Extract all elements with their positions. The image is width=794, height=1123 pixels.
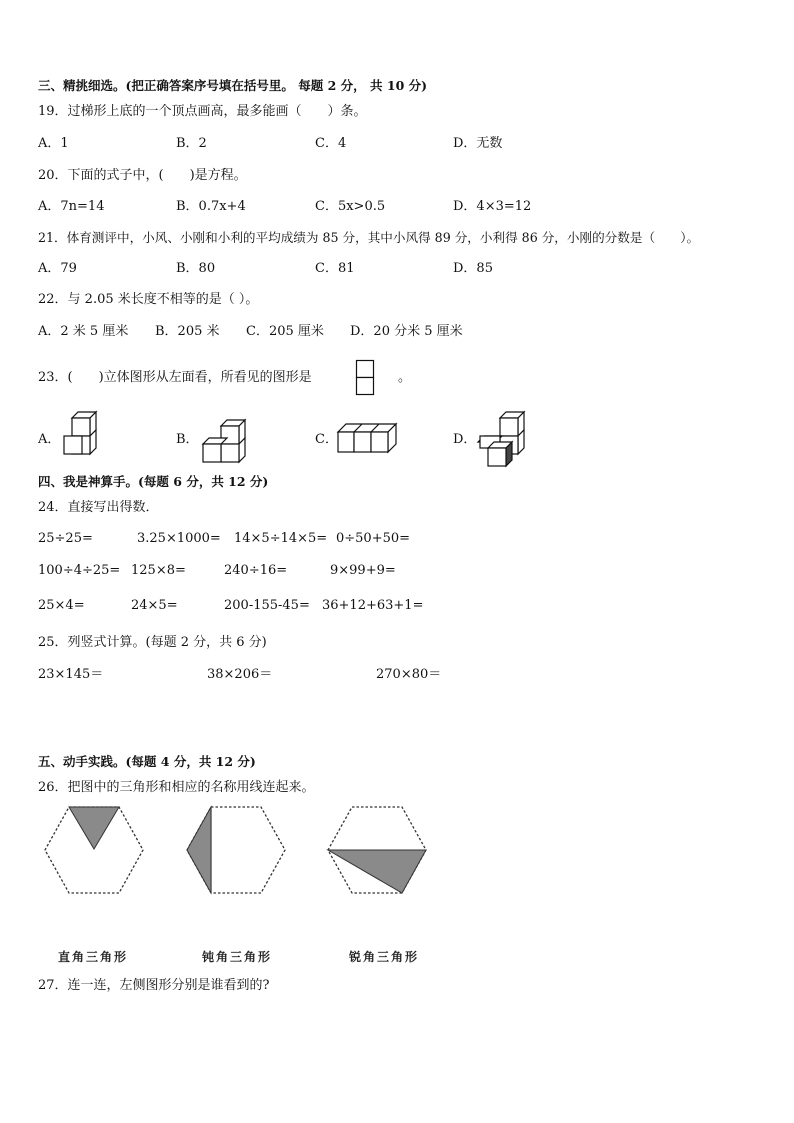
q22-option-a: A．2 米 5 厘米 <box>38 324 129 339</box>
q24-item: 24×5= <box>131 598 178 613</box>
q24-item: 0÷50+50= <box>336 531 411 546</box>
q23-option-a: A． <box>38 432 61 447</box>
cube-figure-c <box>338 424 398 454</box>
q25-item: 270×80＝ <box>376 667 442 682</box>
q23-stem-end: 。 <box>398 370 412 385</box>
q19-option-d: D．无数 <box>453 136 503 151</box>
label-acute-triangle: 锐角三角形 <box>349 950 420 964</box>
q22-option-c: C．205 厘米 <box>246 324 324 339</box>
q24-item: 14×5÷14×5= <box>234 531 328 546</box>
q26-stem: 26．把图中的三角形和相应的名称用线连起来。 <box>38 780 315 795</box>
left-view-figure <box>356 360 374 396</box>
q24-item: 125×8= <box>131 563 186 578</box>
q23-option-c: C． <box>315 432 338 447</box>
q19-option-a: A．1 <box>38 136 69 151</box>
hexagon-figure-2 <box>186 806 288 894</box>
q21-stem: 21．体育测评中，小风、小刚和小利的平均成绩为 85 分，其中小风得 89 分，小利得 86 分，小刚的分数是（ ）。 <box>38 230 700 245</box>
q22-stem: 22．与 2.05 米长度不相等的是（ ）。 <box>38 292 259 307</box>
q24-item: 36+12+63+1= <box>322 598 424 613</box>
q24-item: 25×4= <box>38 598 85 613</box>
shaded-triangle-2 <box>187 807 211 893</box>
q20-option-d: D．4×3=12 <box>453 199 532 214</box>
q25-item: 23×145＝ <box>38 667 104 682</box>
q24-item: 100÷4÷25= <box>38 563 121 578</box>
left-view-square-bottom <box>357 378 374 395</box>
q25-item: 38×206＝ <box>207 667 273 682</box>
section-4-title: 四、我是神算手。(每题 6 分，共 12 分) <box>38 474 269 489</box>
q19-stem: 19．过梯形上底的一个顶点画高，最多能画（ ）条。 <box>38 104 367 119</box>
q27-stem: 27．连一连，左侧图形分别是谁看到的? <box>38 978 270 993</box>
cube-figure-d <box>478 412 526 466</box>
q24-item: 3.25×1000= <box>137 531 221 546</box>
q20-option-c: C．5x>0.5 <box>315 199 386 214</box>
q21-option-d: D．85 <box>453 261 493 276</box>
q22-option-d: D．20 分米 5 厘米 <box>350 324 463 339</box>
q24-item: 9×99+9= <box>330 563 396 578</box>
section-3-title: 三、精挑细选。(把正确答案序号填在括号里。 每题 2 分， 共 10 分) <box>38 78 428 93</box>
q24-item: 240÷16= <box>224 563 288 578</box>
hexagon-figure-1 <box>44 806 146 894</box>
q24-item: 200-155-45= <box>224 598 310 613</box>
q24-stem: 24．直接写出得数． <box>38 500 159 515</box>
q22-option-b: B．205 米 <box>155 324 220 339</box>
q19-option-b: B．2 <box>176 136 207 151</box>
q20-option-a: A．7n=14 <box>38 199 105 214</box>
q23-stem: 23．( )立体图形从左面看，所看见的图形是 <box>38 370 312 385</box>
q20-option-b: B．0.7x+4 <box>176 199 246 214</box>
q19-option-c: C．4 <box>315 136 347 151</box>
q21-option-c: C．81 <box>315 261 355 276</box>
label-right-triangle: 直角三角形 <box>58 950 129 964</box>
q24-item: 25÷25= <box>38 531 93 546</box>
q23-option-d: D． <box>453 432 477 447</box>
section-5-title: 五、动手实践。(每题 4 分，共 12 分) <box>38 754 256 769</box>
hexagon-figure-3 <box>327 806 429 894</box>
q21-option-a: A．79 <box>38 261 77 276</box>
left-view-square-top <box>357 361 374 378</box>
cube-figure-b <box>203 420 249 462</box>
cube-figure-a <box>64 412 104 456</box>
q20-stem: 20．下面的式子中，( )是方程。 <box>38 168 247 183</box>
label-obtuse-triangle: 钝角三角形 <box>202 950 273 964</box>
q23-option-b: B． <box>176 432 199 447</box>
q25-stem: 25．列竖式计算。(每题 2 分，共 6 分) <box>38 635 267 650</box>
q21-option-b: B．80 <box>176 261 216 276</box>
